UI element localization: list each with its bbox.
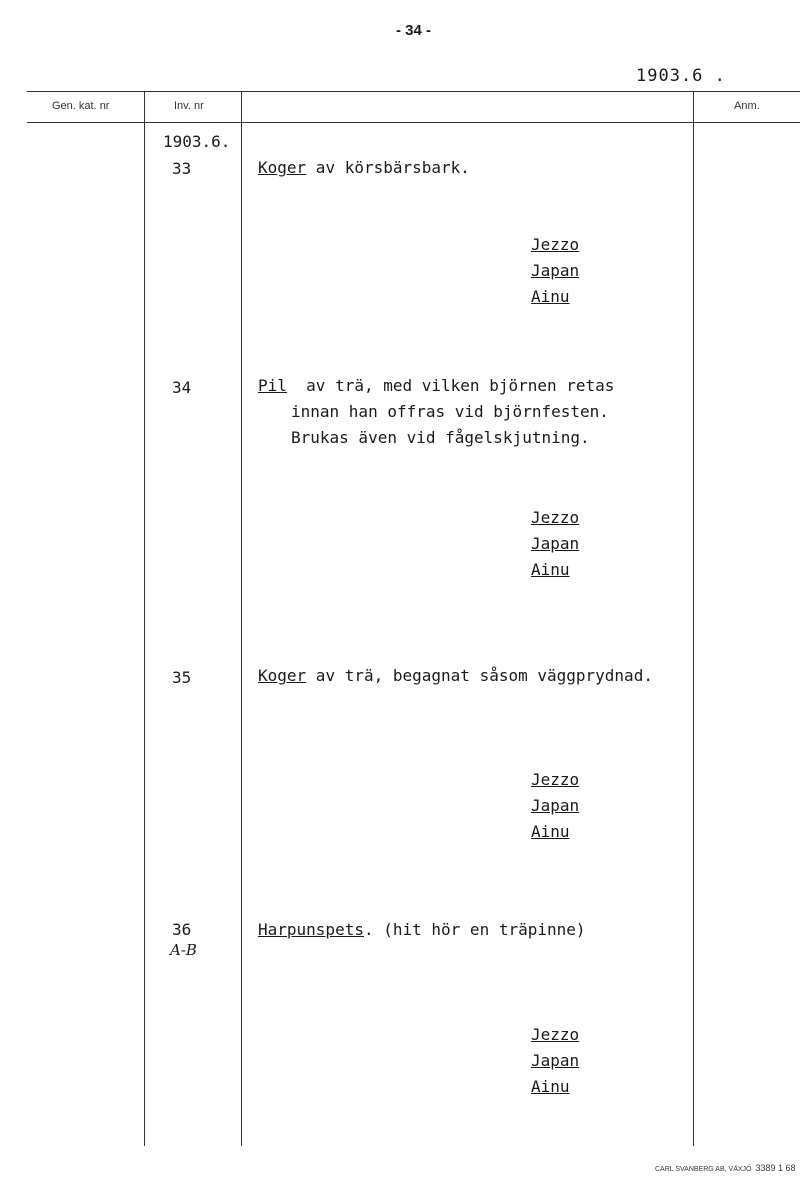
entry-text-line: Brukas även vid fågelskjutning. <box>291 428 590 447</box>
header-rule <box>27 122 800 123</box>
column-header-inv: Inv. nr <box>174 100 204 112</box>
origin-people: Ainu <box>531 287 570 306</box>
origin-people: Ainu <box>531 560 570 579</box>
page-number: - 34 - <box>396 22 432 39</box>
header-date: 1903.6 . <box>636 66 726 86</box>
origin-region: Jezzo <box>531 508 580 527</box>
origin-region: Jezzo <box>531 770 580 789</box>
entry-text-line: av trä, begagnat såsom väggprydnad. <box>306 666 653 685</box>
origin-people: Ainu <box>531 822 570 841</box>
column-header-gen-kat: Gen. kat. nr <box>52 100 110 112</box>
column-divider-3 <box>693 91 694 1146</box>
entry-keyword: Koger <box>258 666 307 685</box>
entry-description <box>258 663 653 689</box>
entry-number: 34 <box>172 378 192 397</box>
top-rule <box>27 91 800 92</box>
entry-sub-number: A-B <box>170 941 197 959</box>
entry-text-line: . (hit hör en träpinne) <box>363 920 586 939</box>
entry-keyword: Pil <box>258 376 287 395</box>
origin-country: Japan <box>531 1051 580 1070</box>
origin-region: Jezzo <box>531 1025 580 1044</box>
entry-description <box>258 917 586 943</box>
form-code: 3389 1 68 <box>755 1163 796 1173</box>
entry-text-line: av körsbärsbark. <box>306 158 470 177</box>
origin-people: Ainu <box>531 1077 570 1096</box>
inventory-prefix: 1903.6. <box>163 132 231 151</box>
entry-description <box>258 373 614 451</box>
printer-name: CARL SVANBERG AB, VÄXJÖ <box>655 1166 752 1173</box>
entry-text-line: innan han offras vid björnfesten. <box>291 402 609 421</box>
footer-printer-imprint <box>655 1163 796 1173</box>
entry-keyword: Harpunspets <box>258 920 364 939</box>
entry-number: 33 <box>172 159 192 178</box>
entry-origin <box>531 1022 579 1100</box>
entry-keyword: Koger <box>258 158 307 177</box>
origin-country: Japan <box>531 261 580 280</box>
entry-origin <box>531 767 579 845</box>
entry-text-line: av trä, med vilken björnen retas <box>286 376 615 395</box>
entry-origin <box>531 232 579 310</box>
origin-country: Japan <box>531 796 580 815</box>
entry-origin <box>531 505 579 583</box>
origin-country: Japan <box>531 534 580 553</box>
entry-number: 35 <box>172 668 192 687</box>
column-divider-2 <box>241 91 242 1146</box>
column-divider-1 <box>144 91 145 1146</box>
column-header-anm: Anm. <box>734 100 760 112</box>
origin-region: Jezzo <box>531 235 580 254</box>
entry-number: 36 <box>172 920 192 939</box>
entry-description <box>258 155 470 181</box>
